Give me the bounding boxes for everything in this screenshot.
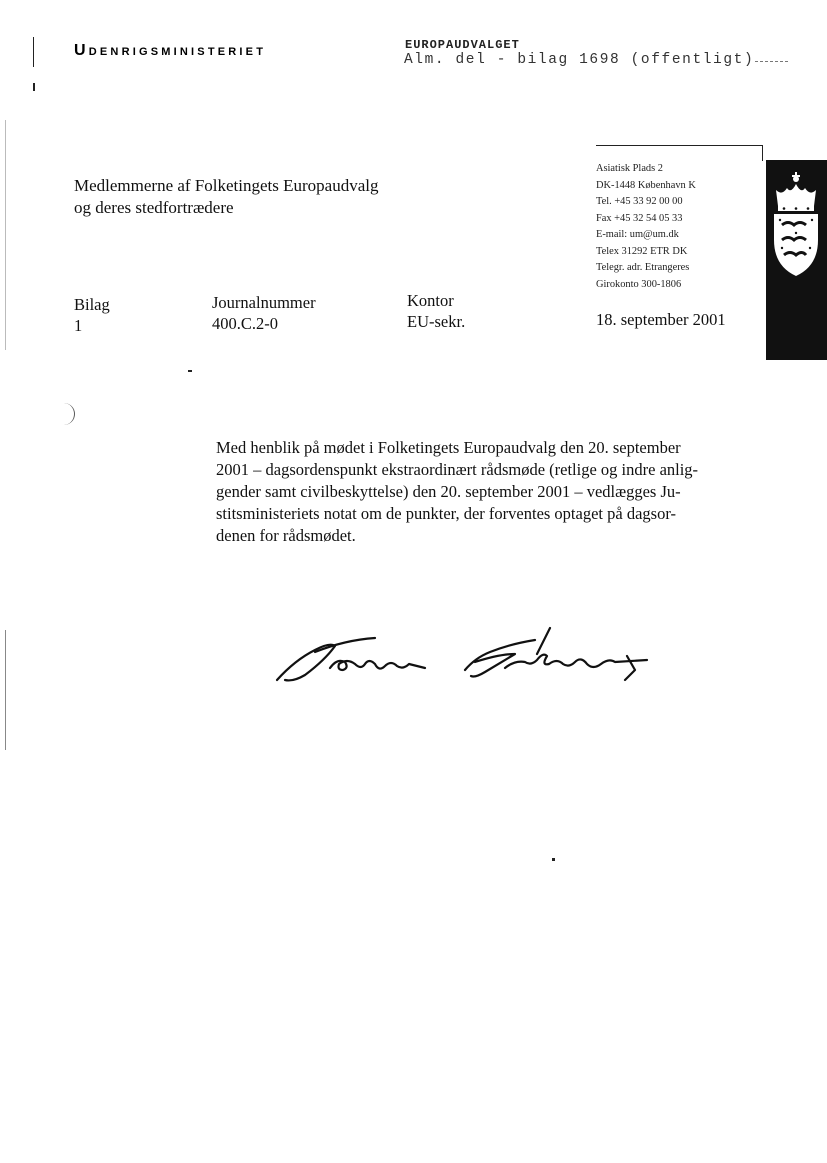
- address-block: [596, 161, 696, 293]
- office-field: [407, 290, 465, 332]
- royal-coat-of-arms-icon: [770, 170, 822, 285]
- scan-mark: [5, 120, 6, 350]
- stamp-reference: Alm. del - bilag 1698 (offentligt): [404, 52, 755, 68]
- recipient-line: og deres stedfortrædere: [74, 198, 234, 217]
- body-line: Med henblik på mødet i Folketingets Europaudvalg den 20. september: [216, 438, 681, 457]
- address-giro: Girokonto 300-1806: [596, 278, 682, 290]
- address-email: E-mail: um@um.dk: [596, 229, 679, 240]
- address-rule: [762, 145, 763, 161]
- office-label: Kontor: [407, 291, 454, 310]
- stamp-committee: EUROPAUDVALGET: [405, 38, 520, 52]
- scan-mark: [552, 858, 555, 861]
- body-line: stitsministeriets notat om de punkter, der forventes optaget på dagsor-: [216, 504, 676, 523]
- scan-mark: [5, 630, 6, 750]
- office-value: EU-sekr.: [407, 312, 466, 331]
- journal-field: [212, 292, 316, 334]
- journal-value: 400.C.2-0: [212, 314, 278, 333]
- stamp-dash: [755, 61, 788, 62]
- recipient-block: [74, 175, 379, 219]
- scan-mark: [188, 370, 192, 372]
- bilag-label: Bilag: [74, 295, 110, 314]
- address-telegram: Telegr. adr. Etrangeres: [596, 262, 690, 273]
- scan-mark: [33, 83, 35, 91]
- journal-label: Journalnummer: [212, 293, 316, 312]
- body-line: 2001 – dagsordenspunkt ekstraordinært rådsmøde (retlige og indre anlig-: [216, 460, 699, 479]
- bilag-value: 1: [74, 316, 83, 335]
- address-phone: Tel. +45 33 92 00 00: [596, 196, 683, 207]
- address-street: Asiatisk Plads 2: [596, 163, 663, 174]
- address-telex: Telex 31292 ETR DK: [596, 245, 688, 257]
- address-city: DK-1448 København K: [596, 179, 696, 191]
- recipient-line: Medlemmerne af Folketingets Europaudvalg: [74, 176, 379, 195]
- scan-mark: [60, 403, 75, 425]
- scan-mark: [33, 37, 34, 67]
- letter-body: [216, 437, 716, 547]
- bilag-field: [74, 294, 110, 336]
- letter-date: 18. september 2001: [596, 310, 726, 329]
- address-rule: [596, 145, 763, 146]
- body-line: denen for rådsmødet.: [216, 526, 356, 545]
- address-fax: Fax +45 32 54 05 33: [596, 212, 683, 224]
- body-line: gender samt civilbeskyttelse) den 20. september 2001 – vedlægges Ju-: [216, 482, 681, 501]
- signature: [275, 620, 670, 695]
- ministry-name: Udenrigsministeriet: [74, 42, 267, 59]
